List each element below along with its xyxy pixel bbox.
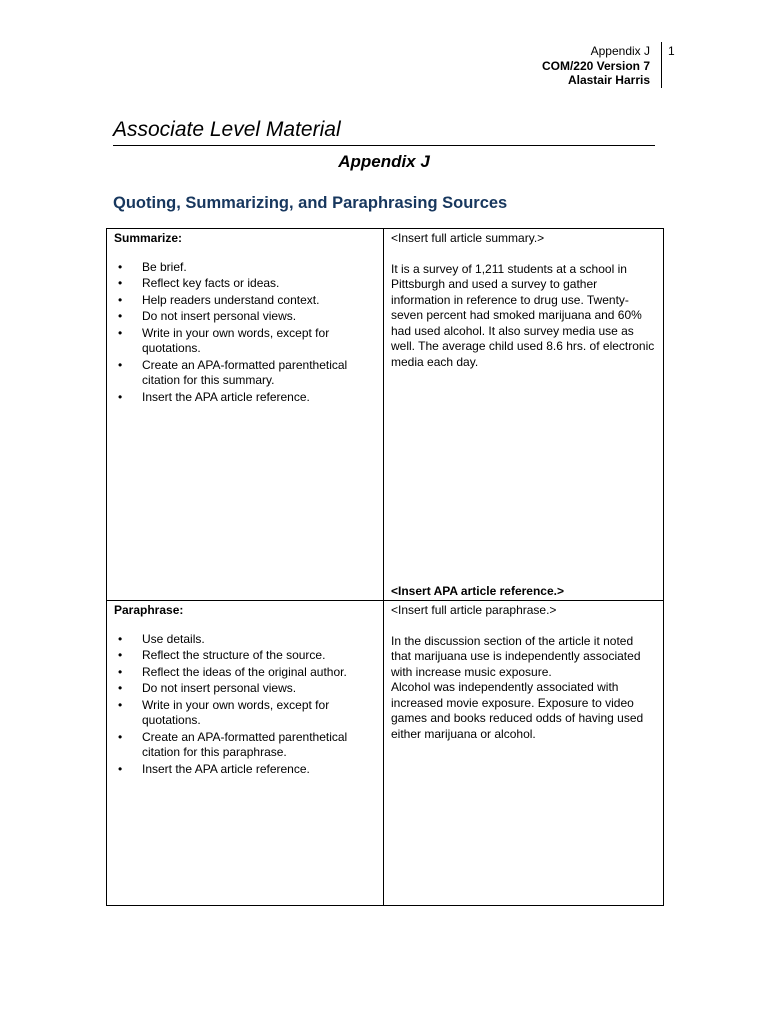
paraphrase-response-cell[interactable] (384, 601, 664, 906)
appendix-heading: Appendix J (338, 152, 430, 171)
list-item: • Reflect the ideas of the original author. (136, 665, 376, 681)
header-author: Alastair Harris (567, 73, 650, 87)
list-item: • Create an APA-formatted parenthetical citation for this paraphrase. (136, 730, 376, 761)
paraphrase-text: In the discussion section of the article it noted that marijuana use is independently associated with increase music exposure. Alcohol was independently associated with increased movie exposure. Exposure to video games and books reduced odds of having used either marijuana or alcohol. (391, 633, 644, 741)
section-heading: Quoting, Summarizing, and Paraphrasing Sources (113, 194, 508, 212)
summarize-bullet-list (114, 260, 376, 406)
assignment-table (106, 228, 664, 906)
summarize-label: Summarize: (114, 231, 183, 245)
paraphrase-instructions-cell (107, 601, 384, 906)
doc-title: Associate Level Material (113, 118, 655, 146)
summary-placeholder: <Insert full article summary.> (391, 231, 545, 245)
list-item: • Write in your own words, except for quotations. (136, 326, 376, 357)
list-item: • Write in your own words, except for quotations. (136, 698, 376, 729)
summarize-instructions-cell (107, 229, 384, 601)
page-number: 1 (668, 44, 675, 58)
list-item: • Insert the APA article reference. (136, 390, 376, 406)
paraphrase-label: Paraphrase: (114, 603, 184, 617)
page-header (542, 44, 656, 88)
header-divider (661, 42, 662, 88)
header-appendix-label: Appendix J (590, 44, 650, 58)
list-item: • Do not insert personal views. (136, 309, 376, 325)
summary-response-cell[interactable] (384, 229, 664, 601)
reference-placeholder: <Insert APA article reference.> (391, 583, 564, 598)
paraphrase-row (107, 601, 664, 906)
list-item: • Help readers understand context. (136, 293, 376, 309)
list-item: • Use details. (136, 632, 376, 648)
list-item: • Do not insert personal views. (136, 681, 376, 697)
list-item: • Insert the APA article reference. (136, 762, 376, 778)
list-item: • Reflect key facts or ideas. (136, 276, 376, 292)
list-item: • Be brief. (136, 260, 376, 276)
list-item: • Create an APA-formatted parenthetical citation for this summary. (136, 358, 376, 389)
summary-text: It is a survey of 1,211 students at a school in Pittsburgh and used a survey to gather information in reference to drug use. Twenty-seven percent had smoked marijuana and 60% had used alcohol. It also survey media use as well. The average child used 8.6 hrs. of electronic media each day. (391, 261, 655, 369)
paraphrase-bullet-list (114, 632, 376, 778)
list-item: • Reflect the structure of the source. (136, 648, 376, 664)
summarize-row (107, 229, 664, 601)
header-course: COM/220 Version 7 (541, 58, 650, 73)
paraphrase-placeholder: <Insert full article paraphrase.> (391, 603, 557, 617)
